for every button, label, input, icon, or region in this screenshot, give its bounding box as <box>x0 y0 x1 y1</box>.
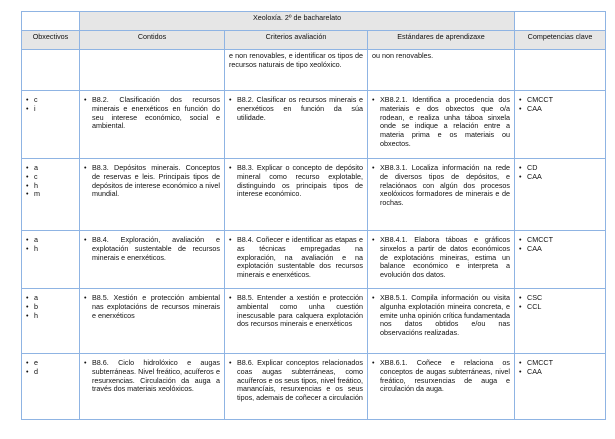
bullet-icon: • <box>372 358 375 367</box>
cell-competencias <box>515 159 606 231</box>
header-estandares: Estándares de aprendizaxe <box>368 31 515 50</box>
table-row <box>22 354 606 420</box>
cell-criterios <box>225 289 368 354</box>
table-row <box>22 289 606 354</box>
cell-contidos-text: B8.6. Ciclo hidrolóxico e augas subterráneas. Nivel freático, acuíferos e resurxencias. Circulación da auga a través dos materiais xeolóxicos. <box>92 358 220 394</box>
table-title-row <box>22 12 606 31</box>
table-body <box>22 50 606 420</box>
competencia-item: • CMCCT <box>519 236 601 245</box>
bullet-icon: • <box>84 163 87 172</box>
cell-obxectivos <box>22 91 80 159</box>
table-row <box>22 91 606 159</box>
cell-criterios <box>225 159 368 231</box>
cell-contidos-text: B8.2. Clasificación dos recursos minerais e enerxéticos en función do seu interese económico, social e ambiental. <box>92 95 220 131</box>
bullet-icon: • <box>372 163 375 172</box>
obxectivo-item: • h <box>26 245 75 254</box>
bullet-icon: • <box>229 358 232 367</box>
cell-competencias <box>515 50 606 91</box>
cell-competencias <box>515 354 606 420</box>
obxectivo-item: • i <box>26 105 75 114</box>
obxectivo-item: • h <box>26 182 75 191</box>
cell-criterios-text: B8.6. Explicar conceptos relacionados coas augas subterráneas, como acuíferos e os seus tipos, nivel freático, manancíais, resurxencias e os seus tipos, ademais de coñecer a circulación <box>237 358 363 403</box>
cell-contidos-text: B8.4. Exploración, avaliación e explotación sustentable de recursos minerais e enerxéticos. <box>92 235 220 262</box>
obxectivo-item: • h <box>26 312 75 321</box>
cell-competencias <box>515 289 606 354</box>
cell-obxectivos <box>22 289 80 354</box>
curriculum-table <box>21 11 606 420</box>
obxectivo-item: • a <box>26 236 75 245</box>
cell-estandares <box>368 289 515 354</box>
cell-criterios <box>225 50 368 91</box>
cell-contidos <box>80 159 225 231</box>
obxectivo-item: • a <box>26 294 75 303</box>
bullet-icon: • <box>372 95 375 104</box>
header-obxectivos: Obxectivos <box>22 31 80 50</box>
cell-contidos-text: B8.5. Xestión e protección ambiental nas explotacións de recursos minerais e enerxéticos <box>92 293 220 320</box>
cell-criterios <box>225 231 368 289</box>
bullet-icon: • <box>84 358 87 367</box>
header-competencias: Competencias clave <box>515 31 606 50</box>
competencia-item: • CAA <box>519 105 601 114</box>
cell-estandares-text: XB8.5.1. Compila información ou visita algunha explotación mineira concreta, e emite unha opinión crítica fundamentada nos datos obtidos e/ou nas observacións realizadas. <box>380 293 511 338</box>
competencia-item: • CAA <box>519 245 601 254</box>
cell-obxectivos <box>22 159 80 231</box>
bullet-icon: • <box>84 235 87 244</box>
cell-estandares-text: XB8.2.1. Identifica a procedencia dos materiais e dos obxectos que o/a rodean, e realiza unha táboa sinxela onde se indique a relación entre a materia prima e os materiais ou obxectos. <box>380 95 511 148</box>
cell-obxectivos <box>22 50 80 91</box>
bullet-icon: • <box>372 293 375 302</box>
header-contidos: Contidos <box>80 31 225 50</box>
title-blank-cell <box>515 12 606 31</box>
cell-criterios-text: B8.4. Coñecer e identificar as etapas e as técnicas empregadas na exploración, na avaliación e na explotación sustentable dos recursos minerais e enerxéticos. <box>237 235 363 280</box>
title-blank-cell <box>22 12 80 31</box>
table-header-row <box>22 31 606 50</box>
cell-estandares <box>368 159 515 231</box>
cell-estandares <box>368 231 515 289</box>
table-title: Xeoloxía. 2º de bacharelato <box>80 12 515 31</box>
bullet-icon: • <box>229 95 232 104</box>
header-criterios: Criterios avaliación <box>225 31 368 50</box>
cell-estandares-text: ou non renovables. <box>372 51 434 60</box>
cell-contidos <box>80 91 225 159</box>
cell-criterios-text: B8.3. Explicar o concepto de depósito mineral como recurso explotable, distinguindo os principais tipos de interese económico. <box>237 163 363 199</box>
competencia-item: • CSC <box>519 294 601 303</box>
cell-criterios-text: B8.2. Clasificar os recursos minerais e enerxéticos en función da súa utilidade. <box>237 95 363 122</box>
competencia-item: • CMCCT <box>519 96 601 105</box>
competencia-item: • CD <box>519 164 601 173</box>
bullet-icon: • <box>229 235 232 244</box>
cell-estandares <box>368 50 515 91</box>
bullet-icon: • <box>84 95 87 104</box>
table-row <box>22 231 606 289</box>
cell-contidos <box>80 231 225 289</box>
obxectivo-item: • m <box>26 190 75 199</box>
cell-obxectivos <box>22 354 80 420</box>
cell-competencias <box>515 91 606 159</box>
cell-criterios <box>225 91 368 159</box>
competencia-item: • CAA <box>519 173 601 182</box>
cell-criterios-text: e non renovables, e identificar os tipos de recursos naturais de tipo xeolóxico. <box>229 51 363 69</box>
cell-estandares-text: XB8.6.1. Coñece e relaciona os conceptos de augas subterráneas, nivel freático, resurxencias de auga e circulación da auga. <box>380 358 511 394</box>
bullet-icon: • <box>84 293 87 302</box>
cell-contidos <box>80 354 225 420</box>
competencia-item: • CCL <box>519 303 601 312</box>
competencia-item: • CMCCT <box>519 359 601 368</box>
cell-criterios-text: B8.5. Entender a xestión e protección ambiental como unha cuestión inescusable para calquera explotación dos recursos minerais e enerxéticos <box>237 293 363 329</box>
cell-estandares <box>368 91 515 159</box>
cell-competencias <box>515 231 606 289</box>
cell-estandares-text: XB8.4.1. Elabora táboas e gráficos sinxelos a partir de datos económicos de explotacións mineiras, estima un balance económico e interpreta a evolución dos datos. <box>380 235 511 280</box>
obxectivo-item: • a <box>26 164 75 173</box>
cell-estandares-text: XB8.3.1. Localiza información na rede de diversos tipos de depósitos, e relaciónaos con algún dos procesos xeolóxicos formadores de minerais e de rochas. <box>380 163 511 208</box>
cell-estandares <box>368 354 515 420</box>
cell-contidos-text: B8.3. Depósitos minerais. Conceptos de reservas e leis. Principais tipos de depósitos de interese económico a nivel mundial. <box>92 163 220 199</box>
bullet-icon: • <box>229 163 232 172</box>
obxectivo-item: • e <box>26 359 75 368</box>
obxectivo-item: • c <box>26 96 75 105</box>
cell-obxectivos <box>22 231 80 289</box>
cell-contidos <box>80 50 225 91</box>
table-row <box>22 50 606 91</box>
cell-criterios <box>225 354 368 420</box>
competencia-item: • CAA <box>519 368 601 377</box>
table-row <box>22 159 606 231</box>
obxectivo-item: • d <box>26 368 75 377</box>
cell-contidos <box>80 289 225 354</box>
obxectivo-item: • b <box>26 303 75 312</box>
bullet-icon: • <box>372 235 375 244</box>
obxectivo-item: • c <box>26 173 75 182</box>
bullet-icon: • <box>229 293 232 302</box>
